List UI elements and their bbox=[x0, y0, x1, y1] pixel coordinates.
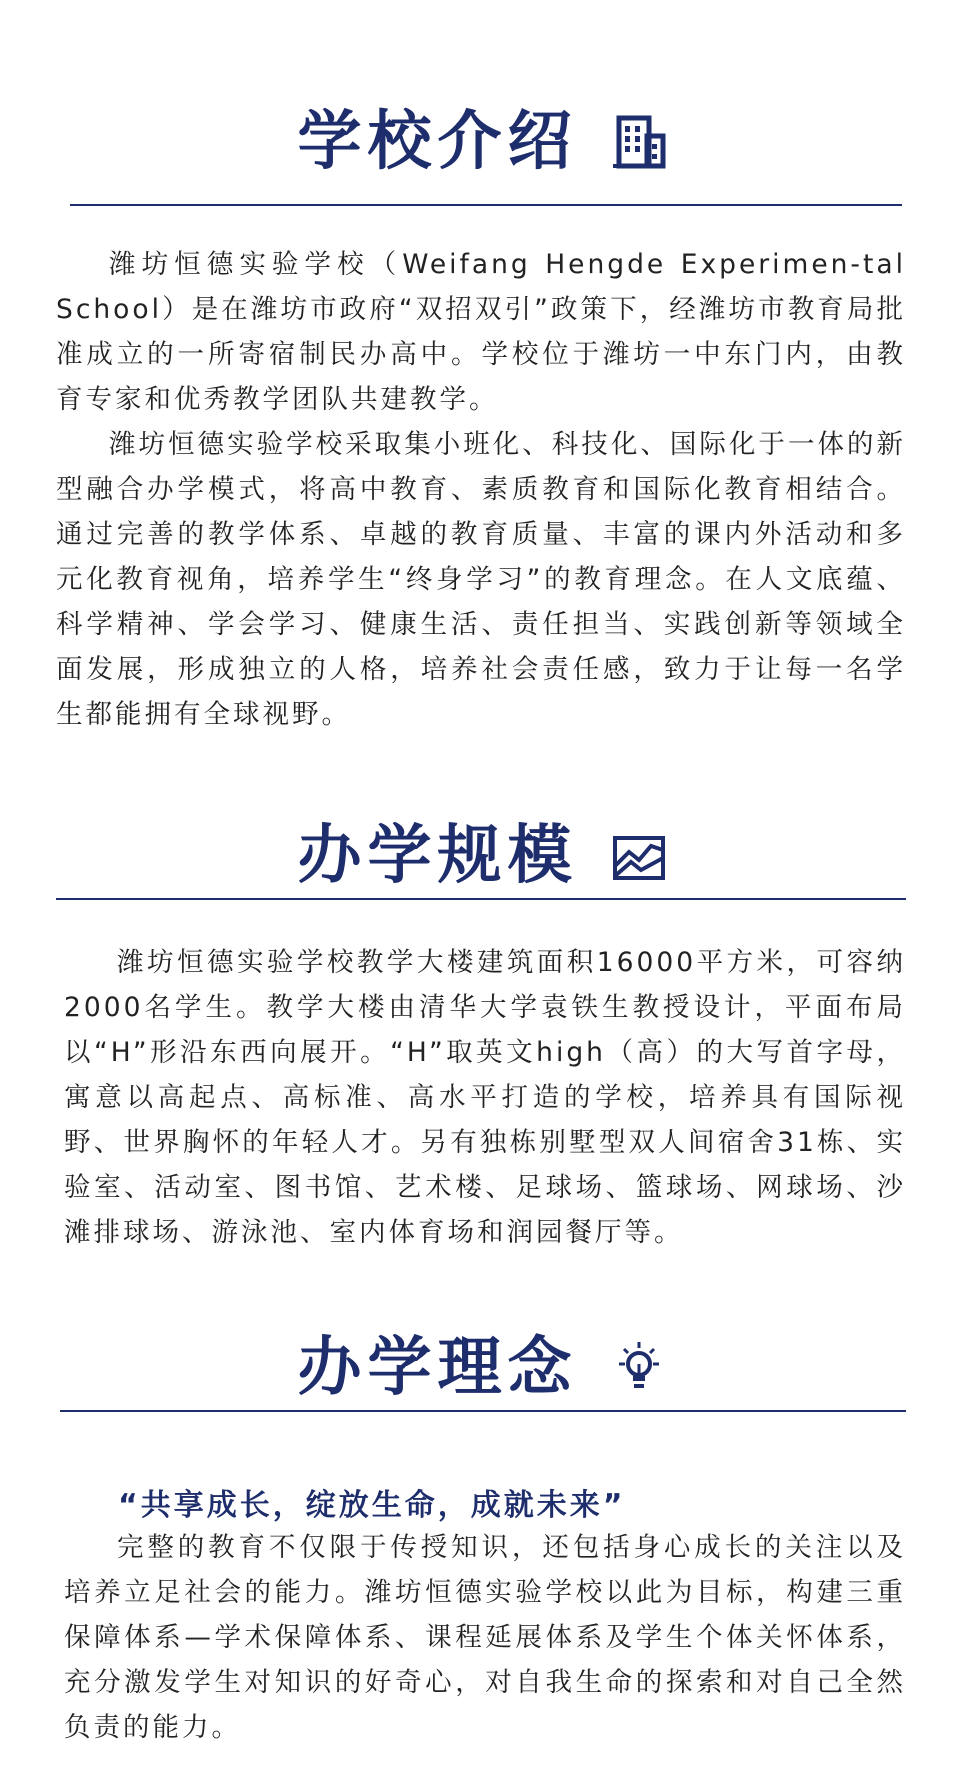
intro-title: 学校介绍 bbox=[297, 105, 578, 179]
scale-title: 办学规模 bbox=[297, 819, 578, 893]
intro-paragraph-2: 潍坊恒德实验学校采取集小班化、科技化、国际化于一体的新型融合办学模式，将高中教育、素质教育和国际化教育相结合。通过完善的教学体系、卓越的教育质量、丰富的课内外活动和多元化教育视角，培养学生“终身学习”的教育理念。在人文底蕴、科学精神、学会学习、健康生活、责任担当、实践创新等领域全面发展，形成独立的人格，培养社会责任感，致力于让每一名学生都能拥有全球视野。 bbox=[56, 429, 906, 730]
intro-paragraph-1: 潍坊恒德实验学校（Weifang Hengde Experimen-tal School）是在潍坊市政府“双招双引”政策下，经潍坊市教育局批准成立的一所寄宿制民办高中。学校位于潍坊一中东门内，由教育专家和优秀教学团队共建教学。 bbox=[56, 249, 906, 415]
philosophy-section bbox=[0, 1318, 964, 1418]
scale-section bbox=[0, 806, 964, 906]
area-chart-icon bbox=[611, 828, 667, 884]
philosophy-divider bbox=[60, 1410, 906, 1412]
scale-divider bbox=[56, 898, 906, 900]
philosophy-paragraph: 完整的教育不仅限于传授知识，还包括身心成长的关注以及培养立足社会的能力。潍坊恒德实验学校以此为目标，构建三重保障体系—学术保障体系、课程延展体系及学生个体关怀体系，充分激发学生对知识的好奇心，对自我生命的探索和对自己全然负责的能力。 bbox=[64, 1532, 906, 1743]
philosophy-heading bbox=[0, 1318, 964, 1418]
scale-heading bbox=[0, 806, 964, 906]
building-icon bbox=[611, 114, 667, 170]
philosophy-motto: “共享成长，绽放生命，成就未来” bbox=[118, 1488, 626, 1523]
intro-divider bbox=[70, 204, 902, 206]
intro-heading bbox=[0, 92, 964, 192]
scale-paragraph: 潍坊恒德实验学校教学大楼建筑面积16000平方米，可容纳2000名学生。教学大楼由清华大学袁铁生教授设计，平面布局以“H”形沿东西向展开。“H”取英文high（高）的大写首字母，寓意以高起点、高标准、高水平打造的学校，培养具有国际视野、世界胸怀的年轻人才。另有独栋别墅型双人间宿舍31栋、实验室、活动室、图书馆、艺术楼、足球场、篮球场、网球场、沙滩排球场、游泳池、室内体育场和润园餐厅等。 bbox=[64, 947, 906, 1248]
intro-section bbox=[0, 92, 964, 192]
lightbulb-icon bbox=[611, 1340, 667, 1396]
philosophy-title: 办学理念 bbox=[297, 1331, 578, 1405]
